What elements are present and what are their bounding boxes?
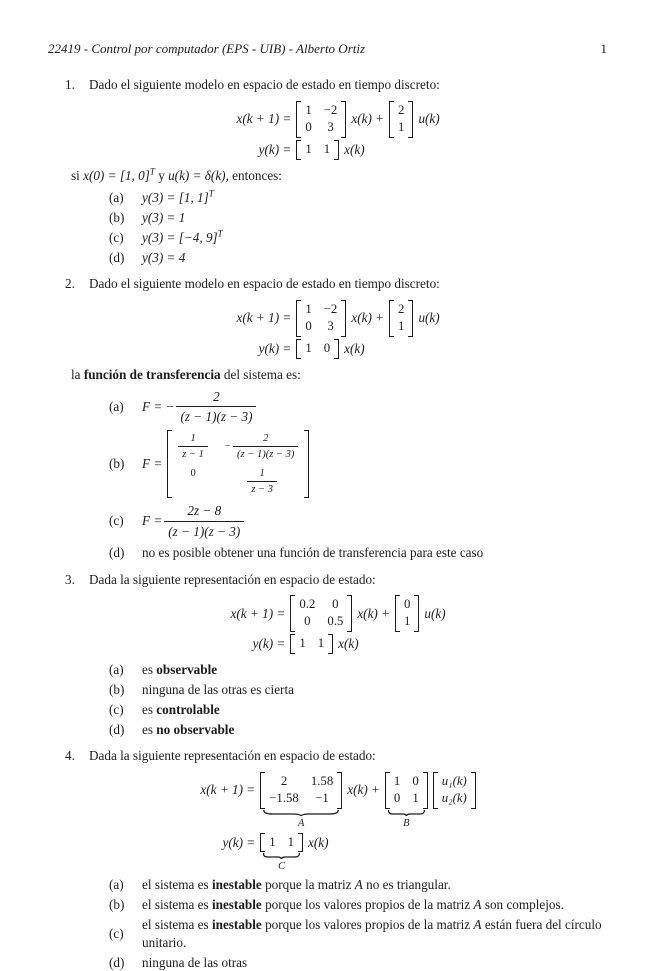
lead-bold: función de transferencia (83, 366, 221, 382)
lead-text: la (71, 366, 84, 382)
q1-equations (215, 101, 439, 160)
braced-matrix-A (260, 772, 342, 829)
matrix-cell: 2 (398, 301, 405, 316)
option-post: porque la matriz (261, 877, 355, 893)
option-b (109, 681, 607, 698)
matrix-var: A (473, 917, 482, 933)
matrix-cell: 1 (305, 340, 312, 355)
question-3-head (65, 571, 607, 588)
matrix-F (167, 430, 309, 499)
minus-sign: − (223, 440, 232, 452)
condition-text: y (154, 167, 169, 183)
question-prompt: Dada la siguiente representación en espacio de estado: (89, 571, 376, 587)
question-prompt: Dado el siguiente modelo en espacio de estado en tiempo discreto: (89, 77, 440, 93)
superscript-T: T (149, 166, 155, 177)
option-d (109, 954, 607, 971)
page-number: 1 (600, 41, 607, 56)
eq-mid: x(k) + (357, 605, 391, 621)
q4-equations (179, 772, 476, 873)
matrix-cell: 3 (327, 318, 334, 333)
matrix-cell: 2 (398, 102, 405, 117)
matrix-B (389, 101, 413, 138)
matrix-B (395, 595, 419, 632)
matrix-C (296, 339, 339, 359)
numerator: 2 (263, 432, 269, 444)
question-prompt: Dado el siguiente modelo en espacio de estado en tiempo discreto: (89, 276, 440, 292)
option-bold: observable (156, 661, 218, 677)
matrix-cell: 0 (393, 790, 401, 805)
question-3 (48, 571, 607, 739)
option-c (109, 701, 607, 718)
matrix-cell: 2 (280, 773, 288, 788)
option-math: y(3) = [1, 1] (142, 189, 209, 205)
numerator: 2 (213, 388, 220, 404)
q3-output-equation (209, 634, 445, 654)
denominator: z − 1 (178, 446, 208, 461)
option-bold: inestable (211, 877, 262, 893)
option-math: F = − (142, 399, 175, 415)
option-text (142, 249, 185, 266)
option-label: (b) (109, 456, 125, 472)
q1-condition (71, 167, 607, 184)
q1-state-equation (215, 101, 439, 138)
option-text (142, 721, 234, 738)
matrix-cell: −2 (323, 301, 338, 316)
question-number: 3. (65, 571, 75, 587)
option-text (142, 209, 185, 226)
lead-text: del sistema es: (220, 366, 301, 382)
matrix-cell: 1 (305, 102, 312, 117)
matrix-cell: 0.2 (299, 596, 316, 611)
eq-lhs: y(k) = (252, 636, 286, 652)
question-4-head (65, 747, 607, 764)
question-2-head (65, 275, 607, 292)
option-label: (d) (109, 249, 125, 265)
option-b (109, 209, 607, 226)
condition-text: si (71, 167, 84, 183)
option-label: (a) (109, 661, 124, 677)
superscript-T: T (217, 228, 223, 239)
option-math: F = (142, 456, 163, 472)
option-math: y(3) = 4 (142, 249, 186, 265)
option-bold: controlable (156, 701, 220, 717)
option-text (142, 916, 607, 951)
matrix-cell: 0 (323, 340, 331, 355)
matrix-var: A (473, 897, 482, 913)
braced-matrix-B (385, 772, 428, 829)
fraction (226, 467, 298, 496)
underbrace-icon (388, 810, 425, 816)
option-label: (b) (109, 897, 125, 913)
option-d (109, 721, 607, 738)
option-d (109, 544, 607, 561)
question-2 (48, 275, 607, 561)
option-a (109, 661, 607, 678)
option-c (109, 229, 607, 246)
matrix-cell: 1 (305, 141, 312, 156)
eq-rhs: x(k) (344, 340, 365, 356)
eq-rhs: x(k) (338, 636, 359, 652)
option-label: (c) (109, 926, 124, 942)
fraction (164, 502, 244, 540)
matrix-cell: 1 (269, 834, 276, 849)
option-label: (c) (109, 513, 124, 529)
matrix-B (385, 772, 428, 809)
option-label: (d) (109, 545, 125, 561)
option-post: no es triangular. (362, 877, 451, 893)
q4-state-equation (179, 772, 476, 829)
option-post: están fuera del círculo unitario. (142, 917, 602, 950)
option-text: no es posible obtener una función de transferencia para este caso (142, 545, 484, 561)
matrix-cell: 0 (190, 468, 196, 480)
q1-output-equation (215, 140, 439, 160)
condition-math: u(k) = δ(k) (168, 167, 226, 183)
option-bold: inestable (211, 917, 262, 933)
matrix-cell: −1 (315, 790, 329, 805)
option-text (142, 681, 294, 698)
question-number: 4. (65, 748, 75, 764)
option-a (109, 189, 607, 206)
matrix-C (290, 634, 333, 654)
eq-rhs: x(k) (308, 834, 329, 850)
matrix-cell: 1 (404, 613, 411, 628)
fraction (178, 432, 208, 461)
option-post: porque los valores propios de la matriz (261, 897, 474, 913)
fraction (233, 432, 298, 461)
matrix-cell: 0.5 (327, 613, 344, 628)
option-label: (a) (109, 399, 124, 415)
question-1-head (65, 76, 607, 93)
matrix-cell: 1 (393, 773, 401, 788)
underbrace-icon (263, 810, 339, 816)
option-pre: el sistema es (142, 897, 212, 913)
matrix-cell: 1 (317, 635, 325, 650)
underbrace-icon (263, 853, 300, 859)
option-label: (b) (109, 209, 125, 225)
eq-mid: x(k) + (351, 310, 385, 326)
option-pre: el sistema es (142, 917, 212, 933)
matrix-var: A (354, 877, 363, 893)
numerator: 1 (190, 432, 196, 444)
option-label: (c) (109, 701, 124, 717)
option-c (109, 916, 607, 951)
eq-rhs: u(k) (424, 605, 446, 621)
option-a (109, 388, 607, 426)
eq-lhs: y(k) = (258, 340, 292, 356)
option-text (142, 701, 220, 718)
option-pre: es (142, 721, 157, 737)
option-pre: ninguna de las otras (142, 954, 248, 970)
q2-lead (71, 366, 607, 383)
option-b (109, 896, 607, 913)
denominator: (z − 1)(z − 3) (176, 406, 256, 425)
q3-equations (209, 595, 445, 654)
option-text (142, 876, 451, 893)
matrix-cell: 3 (327, 119, 334, 134)
option-pre: es (142, 701, 157, 717)
numerator: 1 (259, 468, 265, 480)
matrix-cell: 1 (412, 790, 419, 805)
matrix-cell: 0 (304, 613, 311, 628)
option-c (109, 502, 607, 540)
matrix-label-C: C (278, 861, 286, 873)
option-bold: inestable (211, 897, 262, 913)
eq-rhs: u(k) (418, 310, 440, 326)
question-4 (48, 747, 607, 971)
option-label: (a) (109, 189, 124, 205)
course-title: 22419 - Control por computador (EPS - UIB) - Alberto Ortiz (48, 41, 366, 56)
option-text (142, 189, 214, 206)
eq-lhs: x(k + 1) = (236, 310, 292, 326)
eq-lhs: y(k) = (258, 141, 292, 157)
matrix-cell: 1 (398, 318, 405, 333)
option-bold: no observable (156, 721, 235, 737)
matrix-A (260, 772, 342, 809)
option-text (142, 661, 217, 678)
braced-matrix-C (260, 833, 303, 873)
matrix-cell: 1 (287, 834, 295, 849)
matrix-cell: −1.58 (269, 790, 299, 805)
q3-state-equation (209, 595, 445, 632)
matrix-cell: u₁(k) (441, 773, 467, 788)
q2-output-equation (215, 339, 439, 359)
option-pre: ninguna de las otras es cierta (142, 681, 294, 697)
question-1 (48, 76, 607, 266)
option-post: porque los valores propios de la matriz (261, 917, 474, 933)
matrix-A (296, 101, 346, 138)
option-pre: es (142, 661, 157, 677)
eq-mid: x(k) + (347, 782, 380, 798)
page-header (48, 40, 607, 57)
matrix-cell: u₂(k) (441, 790, 467, 805)
eq-rhs: u(k) (418, 111, 440, 127)
denominator: z − 3 (247, 481, 277, 496)
denominator: (z − 1)(z − 3) (233, 446, 298, 461)
matrix-A (290, 595, 352, 632)
option-a (109, 876, 607, 893)
matrix-cell: 0 (404, 596, 411, 611)
option-label: (c) (109, 229, 124, 245)
superscript-T: T (208, 188, 214, 199)
option-pre: el sistema es (142, 877, 212, 893)
matrix-label-A: A (298, 817, 305, 829)
condition-math: x(0) = [1, 0] (83, 167, 150, 183)
q2-equations (215, 300, 439, 359)
option-d (109, 249, 607, 266)
input-vector (433, 772, 476, 809)
eq-lhs: x(k + 1) = (236, 111, 292, 127)
matrix-cell: 1 (305, 301, 312, 316)
matrix-cell: 1.58 (310, 773, 334, 788)
question-prompt: Dada la siguiente representación en espacio de estado: (89, 748, 376, 764)
fraction (176, 388, 256, 426)
option-math: y(3) = [−4, 9] (142, 229, 218, 245)
eq-mid: x(k) + (351, 111, 385, 127)
option-label: (d) (109, 721, 125, 737)
eq-rhs: x(k) (344, 141, 365, 157)
option-text (142, 896, 564, 913)
matrix-C (260, 833, 303, 853)
option-label: (b) (109, 681, 125, 697)
matrix-cell: −2 (323, 102, 338, 117)
matrix-cell: 0 (305, 318, 312, 333)
option-math: F = (142, 513, 163, 529)
q2-state-equation (215, 300, 439, 337)
option-b (109, 430, 607, 499)
option-label: (a) (109, 877, 124, 893)
question-number: 1. (65, 77, 75, 93)
matrix-cell (224, 432, 300, 461)
matrix-C (296, 140, 339, 160)
option-post: son complejos. (481, 897, 564, 913)
matrix-label-B: B (403, 817, 410, 829)
option-text (142, 229, 223, 246)
condition-text: , entonces: (225, 167, 282, 183)
denominator: (z − 1)(z − 3) (164, 521, 244, 540)
matrix-cell: 0 (332, 596, 339, 611)
q4-output-equation (179, 833, 476, 873)
numerator: 2z − 8 (187, 503, 222, 519)
matrix-cell: 0 (412, 773, 419, 788)
eq-lhs: x(k + 1) = (230, 605, 286, 621)
matrix-A (296, 300, 346, 337)
matrix-B (389, 300, 413, 337)
matrix-cell: 1 (299, 635, 306, 650)
eq-lhs: y(k) = (222, 834, 256, 850)
matrix-cell: 1 (398, 119, 405, 134)
question-number: 2. (65, 276, 75, 292)
matrix-cell: 0 (305, 119, 312, 134)
eq-lhs: x(k + 1) = (200, 782, 256, 798)
option-math: y(3) = 1 (142, 209, 186, 225)
matrix-cell: 1 (323, 141, 331, 156)
option-label: (d) (109, 954, 125, 970)
option-text (142, 954, 247, 971)
